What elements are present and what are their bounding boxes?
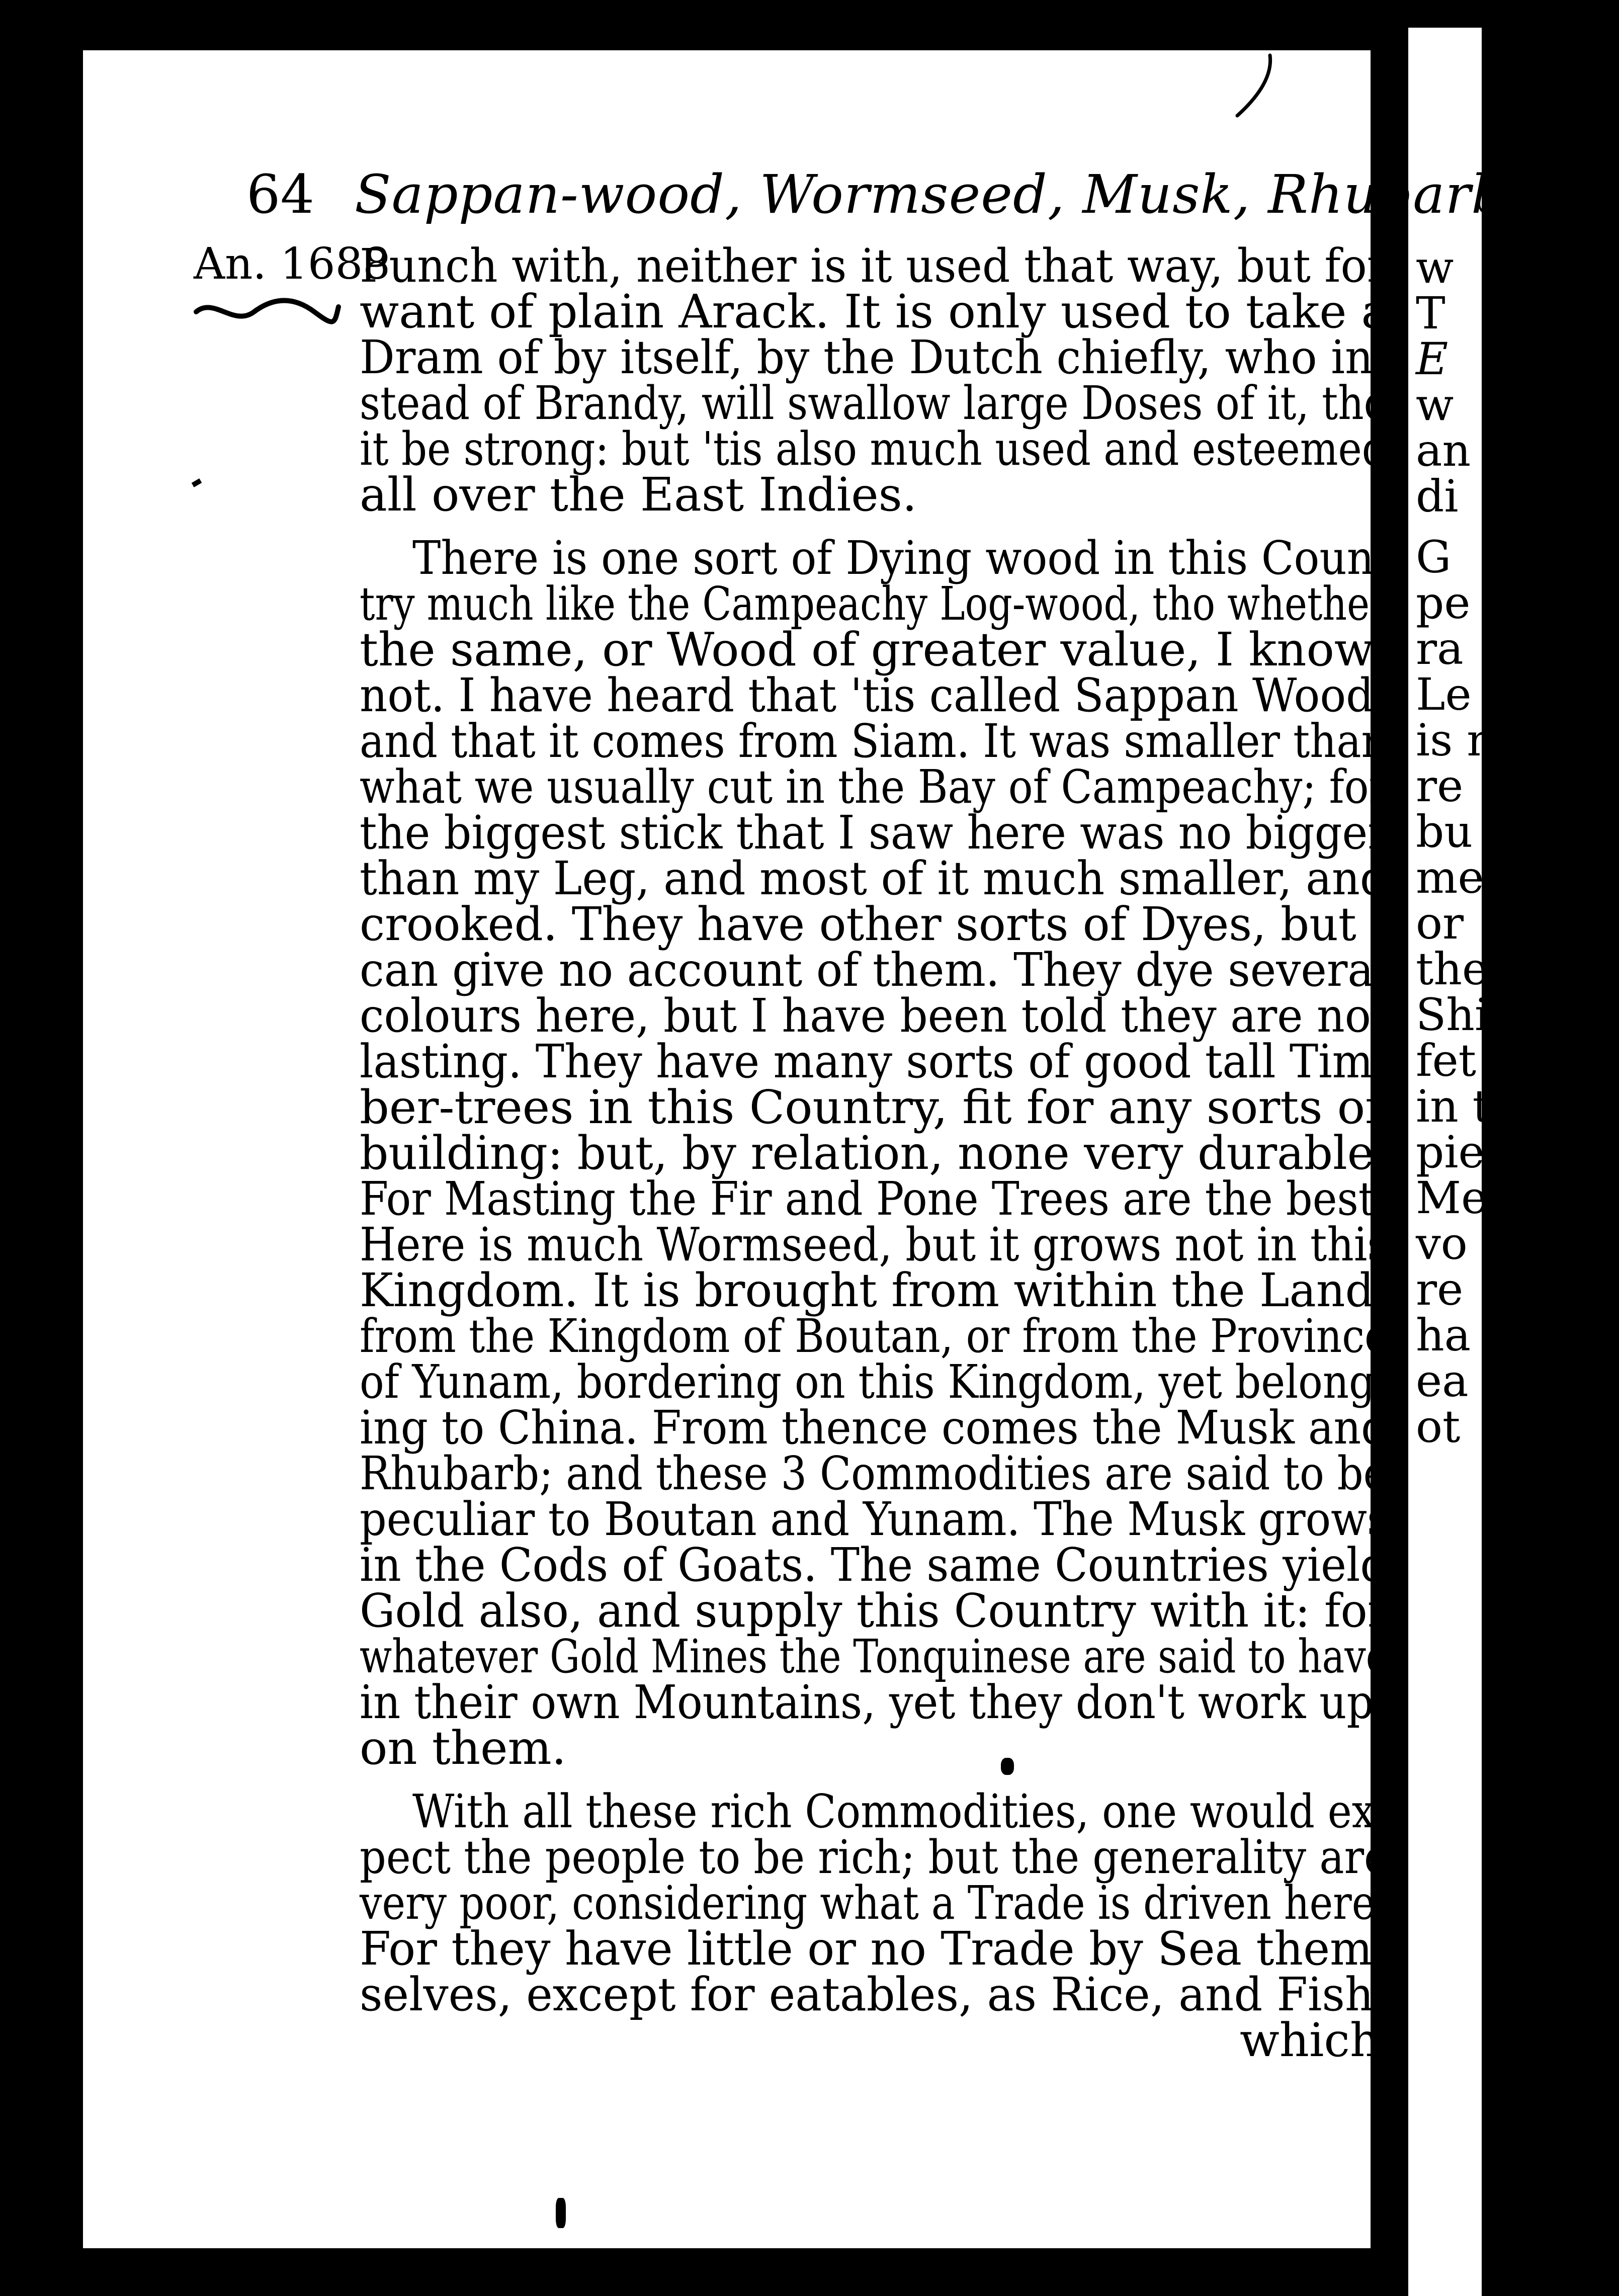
text-line: Punch with, neither is it used that way, but for bbox=[360, 239, 1388, 293]
paragraph-start-line: There is one sort of Dying wood in this Coun- bbox=[412, 531, 1389, 585]
facing-page-fragment: re bbox=[1416, 760, 1464, 812]
text-line: want of plain Arack. It is only used to take a bbox=[360, 285, 1389, 338]
text-line: Here is much Wormseed, but it grows not in this bbox=[360, 1218, 1389, 1271]
text-line: Rhubarb; and these 3 Commodities are said to be bbox=[360, 1447, 1388, 1500]
facing-page-fragment: the bbox=[1416, 943, 1489, 995]
text-line: of Yunam, bordering on this Kingdom, yet belong- bbox=[360, 1355, 1389, 1409]
text-line: in the Cods of Goats. The same Countries yield bbox=[360, 1538, 1388, 1592]
text-line: all over the East Indies. bbox=[360, 468, 917, 522]
ink-blot bbox=[556, 2198, 566, 2228]
text-line: the same, or Wood of greater value, I know bbox=[360, 623, 1374, 676]
text-line: lasting. They have many sorts of good tall Tim- bbox=[360, 1035, 1388, 1088]
facing-page-fragment: bu bbox=[1416, 806, 1473, 858]
page-number: 64 bbox=[246, 163, 314, 225]
text-line: ber-trees in this Country, fit for any sorts of bbox=[360, 1080, 1383, 1134]
text-line: what we usually cut in the Bay of Campeachy; for bbox=[360, 760, 1389, 814]
catchword: which bbox=[1240, 2013, 1380, 2067]
text-line: Dram of by itself, by the Dutch chiefly, who in- bbox=[360, 330, 1388, 384]
paragraph-start-line: With all these rich Commodities, one would ex- bbox=[412, 1784, 1388, 1838]
facing-page-fragment: w bbox=[1416, 241, 1454, 293]
facing-page-fragment: ot bbox=[1416, 1401, 1461, 1453]
facing-page-fragment: di bbox=[1416, 470, 1459, 522]
text-line: selves, except for eatables, as Rice, and Fish; bbox=[360, 1968, 1389, 2021]
facing-page-fragment: me bbox=[1416, 852, 1484, 903]
facing-page-fragment: T bbox=[1416, 287, 1445, 339]
text-line: Gold also, and supply this Country with it: for bbox=[360, 1584, 1389, 1638]
text-line: For Masting the Fir and Pone Trees are the best. bbox=[360, 1172, 1389, 1226]
text-line: try much like the Campeachy Log-wood, tho whether bbox=[360, 577, 1388, 631]
margin-swash-ornament bbox=[194, 297, 339, 327]
facing-page-fragment: ha bbox=[1416, 1309, 1471, 1361]
facing-page-fragment: in t bbox=[1416, 1080, 1491, 1132]
facing-page-fragment: re bbox=[1416, 1263, 1464, 1315]
text-line: Kingdom. It is brought from within the Land, bbox=[360, 1263, 1389, 1317]
text-line: ing to China. From thence comes the Musk and bbox=[360, 1401, 1389, 1455]
text-line: than my Leg, and most of it much smaller, and bbox=[360, 852, 1388, 905]
facing-page-fragment: pe bbox=[1416, 577, 1471, 629]
text-line: crooked. They have other sorts of Dyes, but I bbox=[360, 897, 1389, 951]
facing-page-fragment: G bbox=[1416, 531, 1452, 583]
text-line: from the Kingdom of Boutan, or from the Province bbox=[360, 1309, 1389, 1363]
text-line: on them. bbox=[360, 1721, 567, 1775]
text-line: building: but, by relation, none very durable. bbox=[360, 1126, 1389, 1180]
facing-page-fragment: Me bbox=[1416, 1172, 1488, 1224]
facing-page-fragment: w bbox=[1416, 379, 1454, 431]
text-line: stead of Brandy, will swallow large Doses of it, tho bbox=[360, 376, 1388, 430]
text-line: very poor, considering what a Trade is driven here. bbox=[360, 1876, 1388, 1930]
text-line: For they have little or no Trade by Sea them- bbox=[360, 1922, 1388, 1976]
facing-page-fragment: Le bbox=[1416, 668, 1472, 720]
text-line: pect the people to be rich; but the generality are bbox=[360, 1830, 1389, 1884]
facing-page-fragment: pie bbox=[1416, 1126, 1485, 1178]
facing-page-fragment: is n bbox=[1416, 714, 1495, 766]
text-line: in their own Mountains, yet they don't work up- bbox=[360, 1675, 1388, 1729]
text-line: it be strong: but 'tis also much used and esteemed bbox=[360, 422, 1388, 476]
text-line: peculiar to Boutan and Yunam. The Musk grows bbox=[360, 1492, 1389, 1546]
text-line: the biggest stick that I saw here was no bigger bbox=[360, 806, 1389, 860]
facing-page-fragment: an bbox=[1416, 424, 1471, 476]
facing-page-fragment: E bbox=[1416, 333, 1448, 385]
facing-page-fragment: vo bbox=[1416, 1218, 1468, 1269]
running-title: Sappan-wood, Wormseed, Musk, Rhubarb &c. bbox=[355, 163, 1619, 225]
text-line: and that it comes from Siam. It was smaller than bbox=[360, 714, 1388, 768]
facing-page-fragment: Shi bbox=[1416, 989, 1489, 1041]
text-line: whatever Gold Mines the Tonquinese are said to have bbox=[360, 1630, 1389, 1683]
margin-year-note: An. 1688 bbox=[194, 239, 391, 289]
text-line: can give no account of them. They dye several bbox=[360, 943, 1388, 997]
pencil-mark bbox=[1227, 53, 1283, 121]
facing-page-fragment: ea bbox=[1416, 1355, 1469, 1407]
facing-page-fragment: or bbox=[1416, 897, 1464, 949]
ink-blot bbox=[1001, 1758, 1014, 1775]
facing-page-fragment: ra bbox=[1416, 623, 1464, 674]
text-line: not. I have heard that 'tis called Sappan Wood; bbox=[360, 668, 1389, 722]
text-line: colours here, but I have been told they are not bbox=[360, 989, 1389, 1043]
facing-page-fragment: fet bbox=[1416, 1035, 1477, 1086]
